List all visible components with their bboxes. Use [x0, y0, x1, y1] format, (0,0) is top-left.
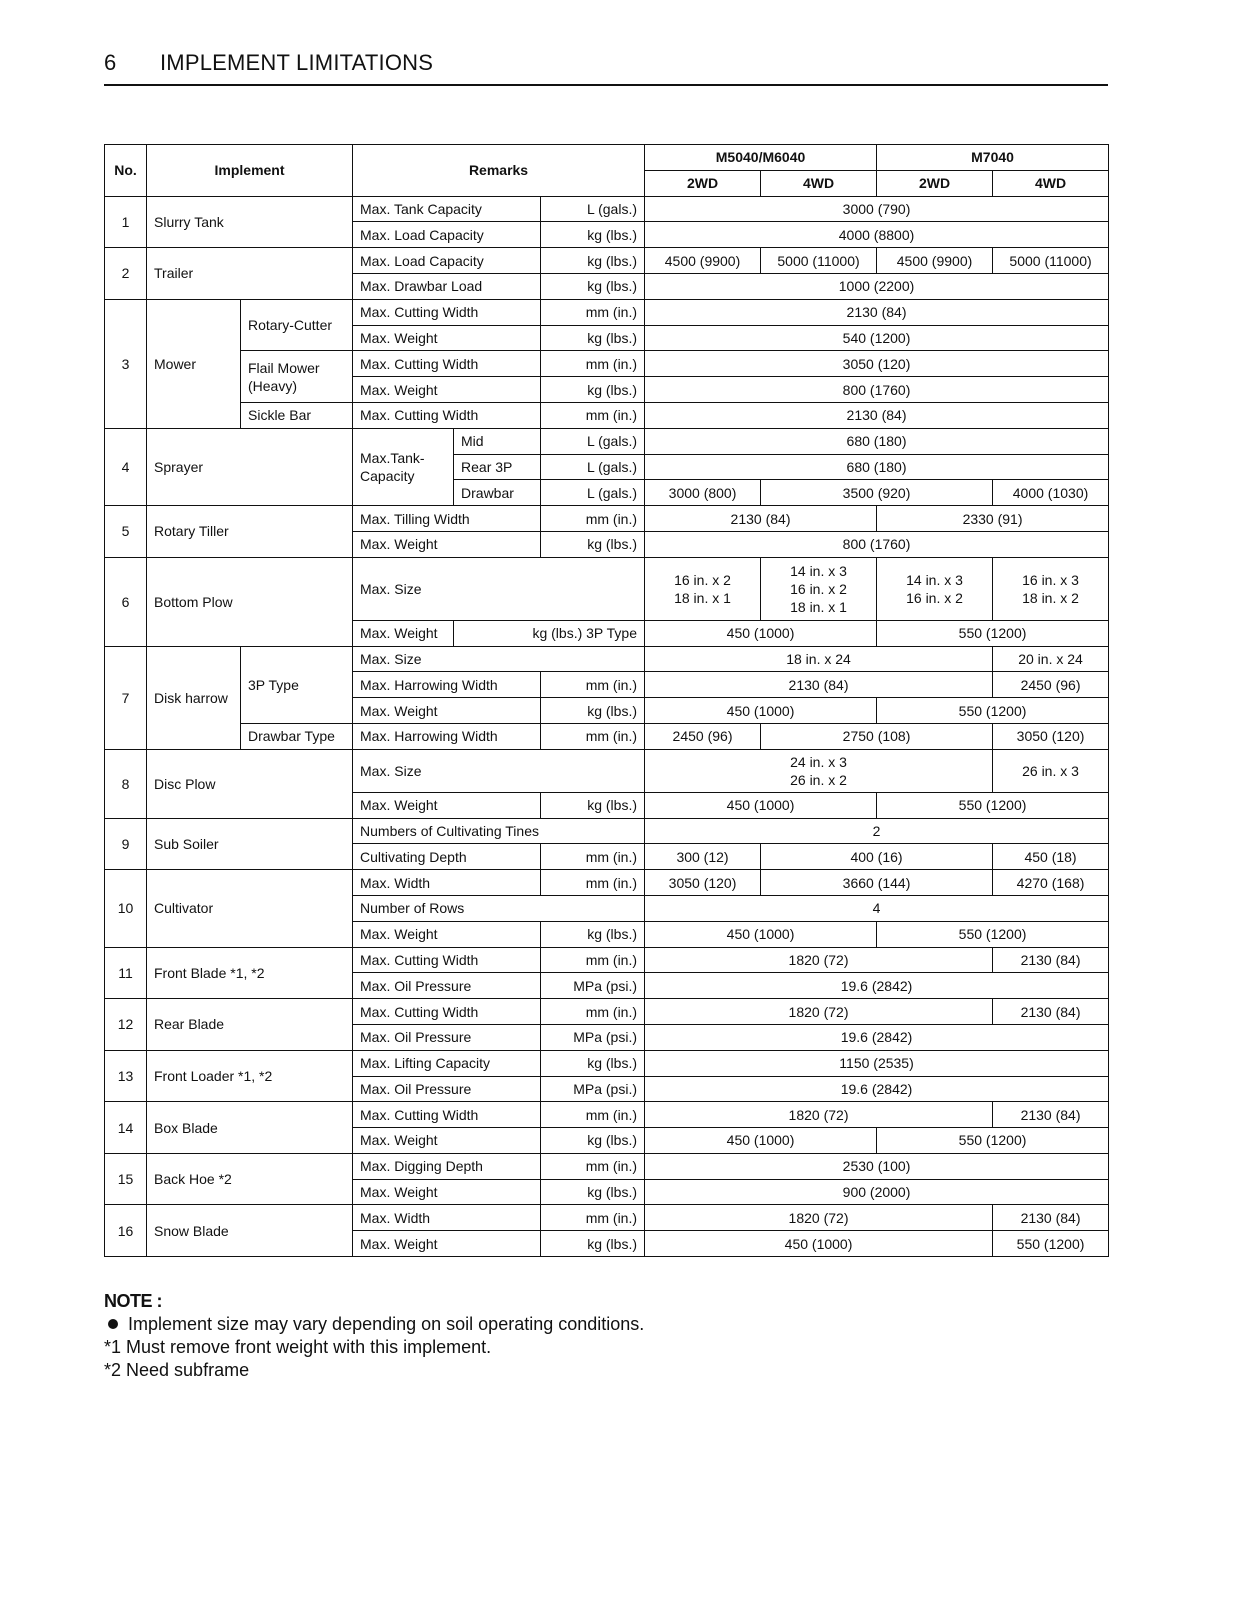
implement-subtype: Drawbar Type [241, 723, 353, 749]
remark-label: Number of Rows [353, 895, 645, 921]
remark-label: Max. Weight [353, 698, 541, 724]
value-line: 16 in. x 2 [790, 580, 847, 597]
table-row [105, 749, 1109, 792]
value-cell: 4500 (9900) [645, 248, 761, 274]
remark-label: Max. Weight [353, 792, 541, 818]
header-4wd: 4WD [993, 170, 1109, 196]
remark-label: Max. Weight [353, 531, 541, 557]
remark-sublabel: Rear 3P [454, 454, 541, 480]
value-cell: 19.6 (2842) [645, 973, 1109, 999]
value-line: 26 in. x 2 [790, 771, 847, 788]
page-title: IMPLEMENT LIMITATIONS [160, 50, 434, 75]
implement-subtype: Rotary-Cutter [241, 299, 353, 351]
value-cell: 3050 (120) [645, 351, 1109, 377]
table-row [105, 299, 1109, 325]
remark-label: Max. Cutting Width [353, 999, 541, 1025]
remark-unit: kg (lbs.) [541, 1128, 645, 1154]
value-cell: 550 (1200) [877, 698, 1109, 724]
remark-unit: mm (in.) [541, 1102, 645, 1128]
remark-label: Max. Cutting Width [353, 402, 541, 428]
remark-unit: kg (lbs.) [541, 222, 645, 248]
value-line: 14 in. x 3 [790, 562, 847, 579]
table-row [105, 999, 1109, 1025]
row-number: 12 [105, 999, 147, 1051]
value-cell: 800 (1760) [645, 377, 1109, 403]
row-number: 6 [105, 557, 147, 646]
value-cell: 680 (180) [645, 454, 1109, 480]
value-cell: 450 (1000) [645, 921, 877, 947]
implement-name: Front Blade *1, *2 [147, 947, 353, 999]
bullet-icon [108, 1319, 118, 1329]
value-cell: 19.6 (2842) [645, 1024, 1109, 1050]
value-cell: 4000 (8800) [645, 222, 1109, 248]
implement-name: Sub Soiler [147, 818, 353, 870]
value-cell: 400 (16) [761, 844, 993, 870]
row-number: 14 [105, 1102, 147, 1154]
value-cell: 680 (180) [645, 428, 1109, 454]
implement-name: Disc Plow [147, 749, 353, 818]
implement-subtype: Sickle Bar [241, 402, 353, 428]
remark-label: Max. Harrowing Width [353, 672, 541, 698]
table-row [105, 196, 1109, 222]
table-row [105, 402, 1109, 428]
implement-name: Sprayer [147, 428, 353, 505]
implement-subtype: 3P Type [241, 646, 353, 723]
footnote-1: *1 Must remove front weight with this implement. [104, 1337, 492, 1357]
value-cell [993, 557, 1109, 620]
remark-label: Max. Drawbar Load [353, 273, 541, 299]
value-cell: 2130 (84) [645, 506, 877, 532]
row-number: 10 [105, 870, 147, 947]
remark-unit: L (gals.) [541, 454, 645, 480]
remark-label: Max. Oil Pressure [353, 973, 541, 999]
remark-label: Max. Width [353, 1205, 541, 1231]
page-header [104, 48, 1108, 86]
value-cell: 3050 (120) [993, 723, 1109, 749]
remark-label: Max. Cutting Width [353, 299, 541, 325]
value-cell: 2450 (96) [993, 672, 1109, 698]
value-cell: 2530 (100) [645, 1153, 1109, 1179]
value-cell [761, 557, 877, 620]
implement-limitations-table [104, 144, 1109, 1257]
remark-unit: mm (in.) [541, 947, 645, 973]
value-cell: 4000 (1030) [993, 480, 1109, 506]
page-number: 6 [104, 50, 117, 75]
remark-label: Max. Oil Pressure [353, 1024, 541, 1050]
value-cell: 1150 (2535) [645, 1050, 1109, 1076]
value-cell: 550 (1200) [877, 792, 1109, 818]
table-row [105, 506, 1109, 532]
row-number: 16 [105, 1205, 147, 1257]
table-row [105, 428, 1109, 454]
value-cell: 1000 (2200) [645, 273, 1109, 299]
value-cell: 450 (1000) [645, 620, 877, 646]
remark-unit: kg (lbs.) [541, 377, 645, 403]
value-cell: 2130 (84) [993, 1102, 1109, 1128]
remark-unit: MPa (psi.) [541, 1076, 645, 1102]
remark-unit: kg (lbs.) [541, 1179, 645, 1205]
remark-unit: kg (lbs.) [541, 273, 645, 299]
remark-label: Max. Size [353, 749, 645, 792]
remark-label: Max. Oil Pressure [353, 1076, 541, 1102]
table-row [105, 557, 1109, 620]
table-row [105, 1205, 1109, 1231]
implement-name: Box Blade [147, 1102, 353, 1154]
value-cell: 20 in. x 24 [993, 646, 1109, 672]
value-cell: 5000 (11000) [761, 248, 877, 274]
remark-label: Max. Lifting Capacity [353, 1050, 541, 1076]
implement-name: Rotary Tiller [147, 506, 353, 558]
remark-unit: L (gals.) [541, 196, 645, 222]
remark-unit: mm (in.) [541, 870, 645, 896]
remark-unit: kg (lbs.) [541, 1231, 645, 1257]
value-cell: 2 [645, 818, 1109, 844]
remark-unit: kg (lbs.) [541, 921, 645, 947]
remark-sublabel: Mid [454, 428, 541, 454]
value-cell: 900 (2000) [645, 1179, 1109, 1205]
implement-subtype: Flail Mower (Heavy) [241, 351, 353, 403]
value-cell: 4 [645, 895, 1109, 921]
remark-label: Numbers of Cultivating Tines [353, 818, 645, 844]
remark-unit: kg (lbs.) [541, 248, 645, 274]
table-row [105, 646, 1109, 672]
value-line: 16 in. x 2 [674, 571, 731, 588]
value-line: 24 in. x 3 [790, 753, 847, 770]
remark-unit: MPa (psi.) [541, 1024, 645, 1050]
remark-label: Max. Weight [353, 1179, 541, 1205]
remark-label: Max. Load Capacity [353, 222, 541, 248]
header-no: No. [105, 145, 147, 197]
remark-unit: mm (in.) [541, 1153, 645, 1179]
value-cell: 2750 (108) [761, 723, 993, 749]
value-cell: 450 (1000) [645, 1231, 993, 1257]
note-bullet-item [104, 1313, 1104, 1336]
header-implement: Implement [147, 145, 353, 197]
value-cell: 2130 (84) [993, 947, 1109, 973]
value-cell: 300 (12) [645, 844, 761, 870]
footnote-2: *2 Need subframe [104, 1360, 250, 1380]
row-number: 2 [105, 248, 147, 300]
implement-name: Trailer [147, 248, 353, 300]
remark-unit: kg (lbs.) 3P Type [454, 620, 645, 646]
table-header-row [105, 145, 1109, 171]
remark-sublabel: Drawbar [454, 480, 541, 506]
implement-name: Back Hoe *2 [147, 1153, 353, 1205]
remark-unit: kg (lbs.) [541, 531, 645, 557]
value-cell: 450 (18) [993, 844, 1109, 870]
value-cell: 3000 (790) [645, 196, 1109, 222]
row-number: 7 [105, 646, 147, 749]
row-number: 5 [105, 506, 147, 558]
table-row [105, 248, 1109, 274]
value-cell: 18 in. x 24 [645, 646, 993, 672]
remark-unit: mm (in.) [541, 844, 645, 870]
remark-label: Max. Cutting Width [353, 1102, 541, 1128]
table-row [105, 1153, 1109, 1179]
implement-name: Rear Blade [147, 999, 353, 1051]
value-cell [877, 557, 993, 620]
row-number: 4 [105, 428, 147, 505]
remark-label: Max. Tilling Width [353, 506, 541, 532]
remark-unit: mm (in.) [541, 299, 645, 325]
remark-unit: MPa (psi.) [541, 973, 645, 999]
row-number: 13 [105, 1050, 147, 1102]
remark-unit: mm (in.) [541, 672, 645, 698]
remark-label: Max. Cutting Width [353, 947, 541, 973]
table-row [105, 818, 1109, 844]
header-group-m5040-m6040: M5040/M6040 [645, 145, 877, 171]
value-cell: 4500 (9900) [877, 248, 993, 274]
value-cell: 2130 (84) [993, 999, 1109, 1025]
header-2wd: 2WD [645, 170, 761, 196]
value-cell: 3660 (144) [761, 870, 993, 896]
remark-group-label: Max.Tank-Capacity [353, 428, 454, 505]
row-number: 9 [105, 818, 147, 870]
value-cell: 5000 (11000) [993, 248, 1109, 274]
value-cell: 450 (1000) [645, 698, 877, 724]
remark-label: Max. Weight [353, 1231, 541, 1257]
header-remarks: Remarks [353, 145, 645, 197]
table-row [105, 870, 1109, 896]
value-cell: 550 (1200) [877, 620, 1109, 646]
implement-name: Snow Blade [147, 1205, 353, 1257]
remark-label: Max. Weight [353, 921, 541, 947]
value-cell [645, 557, 761, 620]
table-row [105, 1102, 1109, 1128]
remark-label: Max. Weight [353, 325, 541, 351]
remark-label: Max. Size [353, 646, 645, 672]
value-cell [645, 749, 993, 792]
remark-label: Max. Weight [353, 620, 454, 646]
row-number: 8 [105, 749, 147, 818]
value-line: 18 in. x 1 [674, 589, 731, 606]
value-cell: 4270 (168) [993, 870, 1109, 896]
value-cell: 2130 (84) [645, 299, 1109, 325]
value-cell: 1820 (72) [645, 1205, 993, 1231]
remark-unit: mm (in.) [541, 1205, 645, 1231]
header-4wd: 4WD [761, 170, 877, 196]
value-cell: 2130 (84) [645, 672, 993, 698]
row-number: 3 [105, 299, 147, 428]
value-cell: 2450 (96) [645, 723, 761, 749]
value-cell: 450 (1000) [645, 1128, 877, 1154]
value-cell: 540 (1200) [645, 325, 1109, 351]
value-cell: 3050 (120) [645, 870, 761, 896]
value-cell: 19.6 (2842) [645, 1076, 1109, 1102]
implement-name: Slurry Tank [147, 196, 353, 248]
value-cell: 1820 (72) [645, 947, 993, 973]
value-cell: 2130 (84) [645, 402, 1109, 428]
implement-name: Front Loader *1, *2 [147, 1050, 353, 1102]
table-row [105, 351, 1109, 377]
value-cell: 550 (1200) [993, 1231, 1109, 1257]
remark-unit: mm (in.) [541, 506, 645, 532]
remark-unit: mm (in.) [541, 402, 645, 428]
remark-label: Max. Cutting Width [353, 351, 541, 377]
value-line: 18 in. x 2 [1022, 589, 1079, 606]
remark-label: Max. Harrowing Width [353, 723, 541, 749]
note-bullet-text: Implement size may vary depending on soil operating conditions. [128, 1314, 645, 1334]
remark-unit: mm (in.) [541, 723, 645, 749]
remark-label: Max. Load Capacity [353, 248, 541, 274]
implement-name: Mower [147, 299, 241, 428]
remark-label: Max. Weight [353, 1128, 541, 1154]
value-cell: 3000 (800) [645, 480, 761, 506]
remark-label: Max. Weight [353, 377, 541, 403]
value-cell: 550 (1200) [877, 921, 1109, 947]
header-group-m7040: M7040 [877, 145, 1109, 171]
value-cell: 550 (1200) [877, 1128, 1109, 1154]
table-row [105, 947, 1109, 973]
remark-unit: mm (in.) [541, 351, 645, 377]
value-line: 16 in. x 3 [1022, 571, 1079, 588]
value-cell: 2330 (91) [877, 506, 1109, 532]
remark-label: Max. Tank Capacity [353, 196, 541, 222]
implement-name: Cultivator [147, 870, 353, 947]
remark-unit: L (gals.) [541, 480, 645, 506]
value-line: 16 in. x 2 [906, 589, 963, 606]
value-line: 18 in. x 1 [790, 598, 847, 615]
row-number: 1 [105, 196, 147, 248]
remark-unit: kg (lbs.) [541, 1050, 645, 1076]
table-row [105, 723, 1109, 749]
remark-unit: mm (in.) [541, 999, 645, 1025]
remark-unit: kg (lbs.) [541, 325, 645, 351]
row-number: 15 [105, 1153, 147, 1205]
value-cell: 2130 (84) [993, 1205, 1109, 1231]
value-cell: 3500 (920) [761, 480, 993, 506]
value-cell: 1820 (72) [645, 1102, 993, 1128]
remark-label: Max. Width [353, 870, 541, 896]
value-cell: 1820 (72) [645, 999, 993, 1025]
header-2wd: 2WD [877, 170, 993, 196]
table-row [105, 1050, 1109, 1076]
remark-label: Max. Size [353, 557, 645, 620]
remark-unit: kg (lbs.) [541, 698, 645, 724]
value-cell: 26 in. x 3 [993, 749, 1109, 792]
value-cell: 800 (1760) [645, 531, 1109, 557]
row-number: 11 [105, 947, 147, 999]
remark-label: Max. Digging Depth [353, 1153, 541, 1179]
value-line: 14 in. x 3 [906, 571, 963, 588]
value-cell: 450 (1000) [645, 792, 877, 818]
implement-name: Disk harrow [147, 646, 241, 749]
remark-unit: kg (lbs.) [541, 792, 645, 818]
notes-section [104, 1290, 1104, 1382]
note-title: NOTE : [104, 1291, 162, 1311]
remark-label: Cultivating Depth [353, 844, 541, 870]
implement-name: Bottom Plow [147, 557, 353, 646]
remark-unit: L (gals.) [541, 428, 645, 454]
